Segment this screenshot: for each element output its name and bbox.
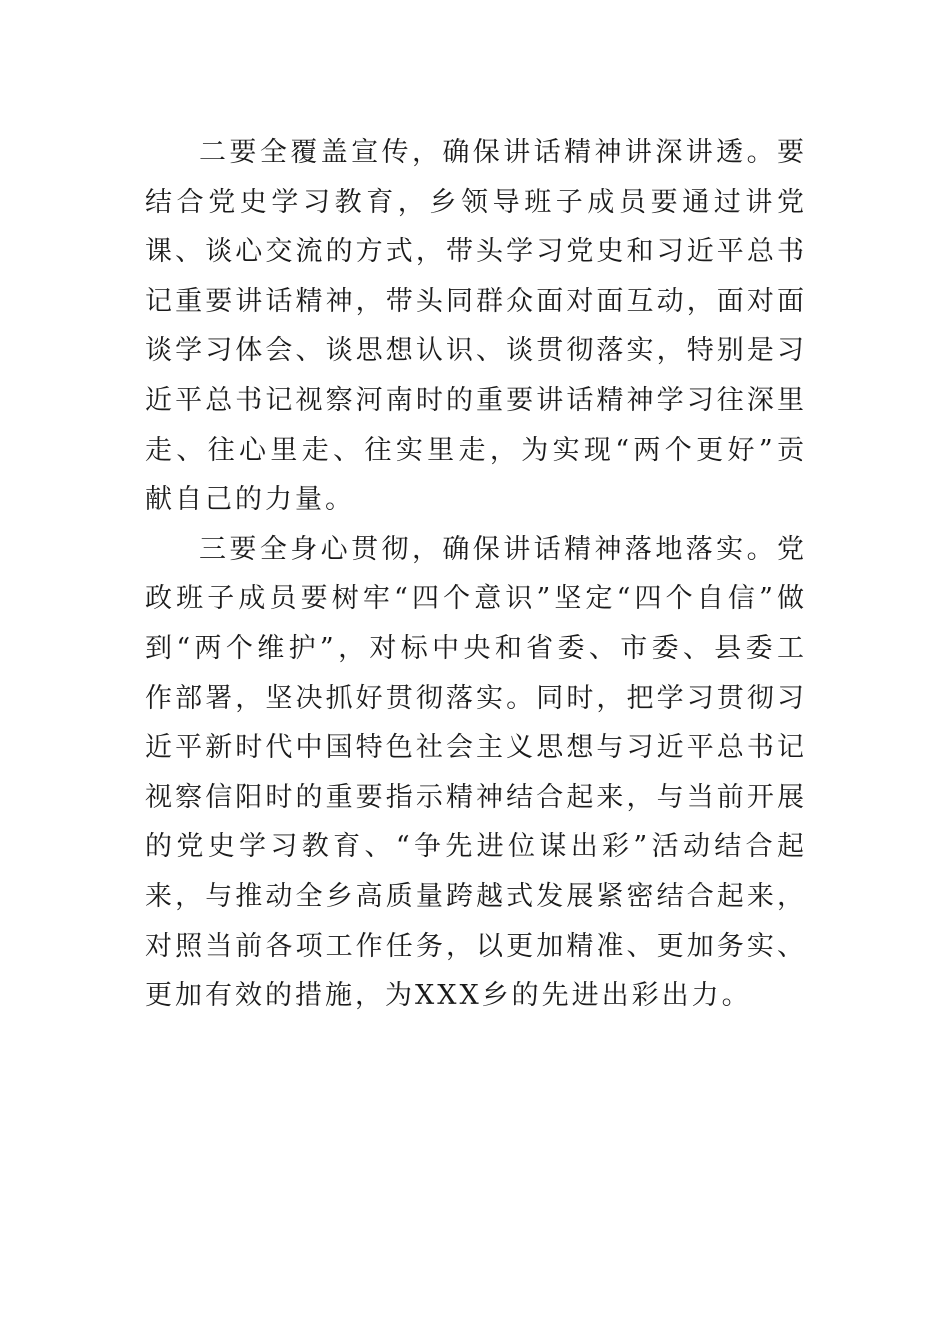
paragraph-three: 三要全身心贯彻，确保讲话精神落地落实。党政班子成员要树牢“四个意识”坚定“四个自信”做到“两个维护”，对标中央和省委、市委、县委工作部署，坚决抓好贯彻落实。同时，把学习贯彻习近平新时代中国特色社会主义思想与习近平总书记视察信阳时的重要指示精神结合起来，与当前开展的党史学习教育、“争先进位谋出彩”活动结合起来，与推动全乡高质量跨越式发展紧密结合起来，对照当前各项工作任务，以更加精准、更加务实、更加有效的措施，为XXX乡的先进出彩出力。: [145, 533, 807, 1012]
paragraph-two: 二要全覆盖宣传，确保讲话精神讲深讲透。要结合党史学习教育，乡领导班子成员要通过讲党课、谈心交流的方式，带头学习党史和习近平总书记重要讲话精神，带头同群众面对面互动，面对面谈学习体会、谈思想认识、谈贯彻落实，特别是习近平总书记视察河南时的重要讲话精神学习往深里走、往心里走、往实里走，为实现“两个更好”贡献自己的力量。: [145, 137, 807, 516]
document-body: [145, 128, 807, 1021]
